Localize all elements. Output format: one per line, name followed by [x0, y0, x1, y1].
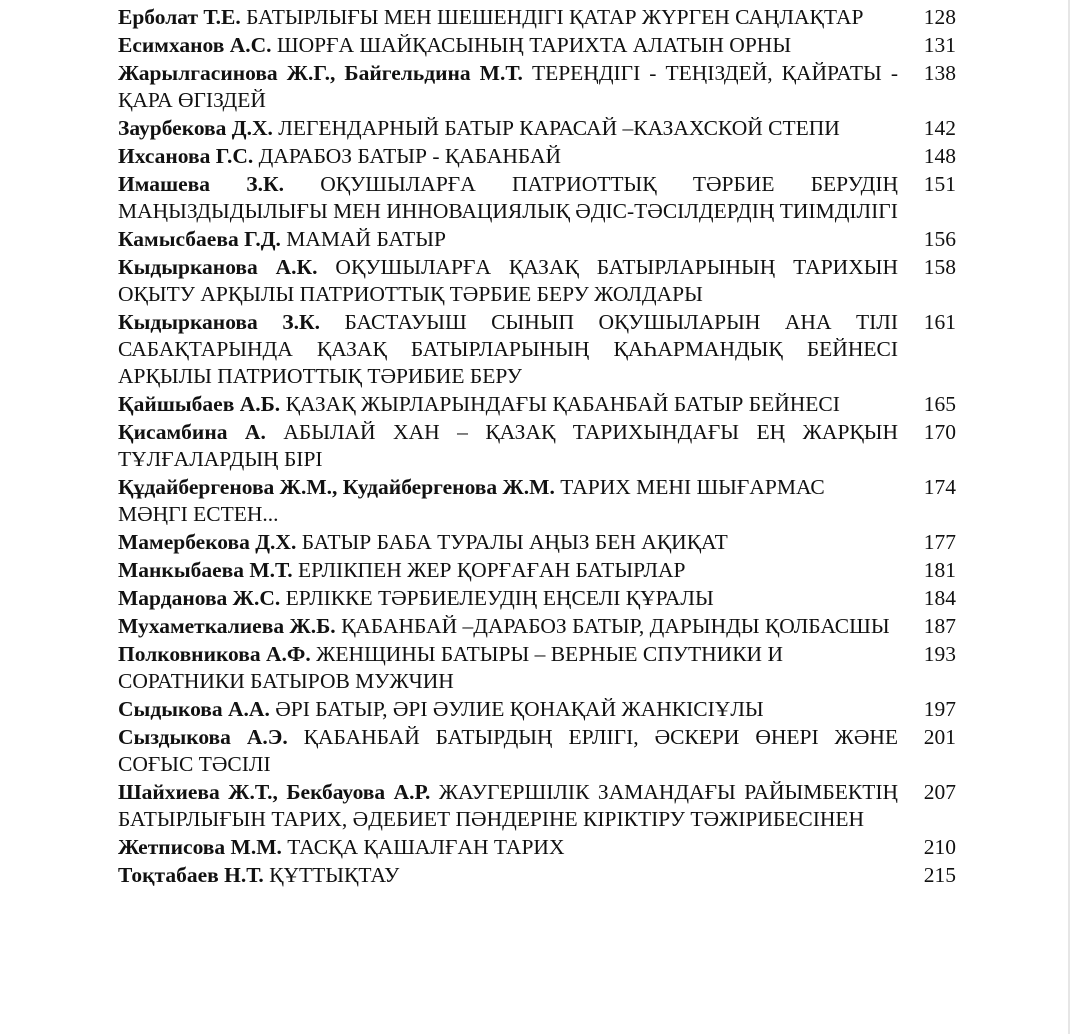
entry-author: Заурбекова Д.Х. — [118, 116, 273, 140]
toc-entry — [118, 309, 960, 390]
toc-entry-text — [118, 696, 898, 723]
toc-entry — [118, 834, 960, 861]
entry-page-number: 165 — [923, 392, 956, 416]
entry-page-number: 181 — [923, 558, 956, 582]
entry-page-number: 187 — [923, 614, 956, 638]
entry-title: МАМАЙ БАТЫР — [286, 227, 446, 251]
entry-author: Имашева З.К. — [118, 172, 284, 196]
entry-title: ШОРҒА ШАЙҚАСЫНЫҢ ТАРИХТА АЛАТЫН ОРНЫ — [276, 33, 792, 57]
entry-page-number: 193 — [923, 642, 956, 666]
toc-entry-text — [118, 613, 898, 640]
toc-entry-text — [118, 115, 898, 142]
toc-entry-text — [118, 309, 898, 390]
entry-author: Тоқтабаев Н.Т. — [118, 863, 264, 887]
toc-entry — [118, 724, 960, 778]
toc-entry — [118, 419, 960, 473]
toc-entry-text — [118, 862, 898, 889]
entry-title: ҚАБАНБАЙ БАТЫРДЫҢ ЕРЛІГІ, ӘСКЕРИ ӨНЕРІ ЖӘНЕ СОҒЫС ТӘСІЛІ — [118, 725, 899, 776]
entry-page-number: 174 — [923, 475, 956, 499]
entry-title: ТЕРЕҢДІГІ - ТЕҢІЗДЕЙ, ҚАЙРАТЫ - ҚАРА ӨГІЗДЕЙ — [118, 61, 898, 112]
entry-title: БАТЫРЛЫҒЫ МЕН ШЕШЕНДІГІ ҚАТАР ЖҮРГЕН САҢЛАҚТАР — [246, 5, 864, 29]
toc-entry-text — [118, 834, 898, 861]
entry-author: Мамербекова Д.Х. — [118, 530, 297, 554]
entry-title: ТАРИХ МЕНІ ШЫҒАРМАС МӘҢГІ ЕСТЕН... — [118, 475, 825, 526]
toc-entry-text — [118, 143, 898, 170]
entry-title: АБЫЛАЙ ХАН – ҚАЗАҚ ТАРИХЫНДАҒЫ ЕҢ ЖАРҚЫН ТҰЛҒАЛАРДЫҢ БІРІ — [118, 420, 899, 471]
entry-title: ӘРІ БАТЫР, ӘРІ ӘУЛИЕ ҚОНАҚАЙ ЖАНКІСІҰЛЫ — [275, 697, 764, 721]
entry-title: ЕРЛІКПЕН ЖЕР ҚОРҒАҒАН БАТЫРЛАР — [298, 558, 686, 582]
entry-author: Ерболат Т.Е. — [118, 5, 241, 29]
entry-page-number: 177 — [923, 530, 956, 554]
entry-author: Кыдырканова А.К. — [118, 255, 318, 279]
entry-author: Сыдыкова А.А. — [118, 697, 270, 721]
entry-page-number: 131 — [923, 33, 956, 57]
toc-entry-text — [118, 32, 898, 59]
entry-page-number: 210 — [923, 835, 956, 859]
entry-title: БАТЫР БАБА ТУРАЛЫ АҢЫЗ БЕН АҚИҚАТ — [301, 530, 728, 554]
entry-author: Қисамбина А. — [118, 420, 266, 444]
entry-page-number: 151 — [923, 172, 956, 196]
toc-entry — [118, 779, 960, 833]
toc-entry — [118, 529, 960, 556]
entry-author: Жетписова М.М. — [118, 835, 282, 859]
page-edge — [1068, 0, 1070, 1034]
toc-entry — [118, 4, 960, 31]
entry-page-number: 197 — [923, 697, 956, 721]
entry-author: Сыздыкова А.Э. — [118, 725, 288, 749]
entry-author: Құдайбергенова Ж.М., Кудайбергенова Ж.М. — [118, 475, 555, 499]
toc-entry-text — [118, 557, 898, 584]
toc-entry-text — [118, 779, 898, 833]
toc-entry — [118, 585, 960, 612]
entry-author: Қайшыбаев А.Б. — [118, 392, 281, 416]
toc-entry-text — [118, 391, 898, 418]
toc-entry-text — [118, 171, 898, 225]
toc-entry — [118, 254, 960, 308]
toc-entry — [118, 474, 960, 528]
entry-title: ЛЕГЕНДАРНЫЙ БАТЫР КАРАСАЙ –КАЗАХСКОЙ СТЕПИ — [278, 116, 840, 140]
entry-author: Жарылгасинова Ж.Г., Байгельдина М.Т. — [118, 61, 523, 85]
toc-entry — [118, 60, 960, 114]
entry-page-number: 158 — [923, 255, 956, 279]
toc-entry-text — [118, 724, 898, 778]
toc-entry — [118, 226, 960, 253]
toc-entry — [118, 696, 960, 723]
toc-entry — [118, 115, 960, 142]
entry-page-number: 128 — [923, 5, 956, 29]
entry-page-number: 215 — [923, 863, 956, 887]
toc-entry — [118, 143, 960, 170]
entry-title: ЕРЛІККЕ ТӘРБИЕЛЕУДІҢ ЕҢСЕЛІ ҚҰРАЛЫ — [285, 586, 714, 610]
entry-title: ОҚУШЫЛАРҒА ПАТРИОТТЫҚ ТӘРБИЕ БЕРУДІҢ МАҢЫЗДЫДЫЛЫҒЫ МЕН ИННОВАЦИЯЛЫҚ ӘДІС-ТӘСІЛДЕРДІҢ ТИІМДІЛІГІ — [118, 172, 899, 223]
toc-entry-text — [118, 585, 898, 612]
toc-entry-text — [118, 60, 898, 114]
entry-title: ҚҰТТЫҚТАУ — [269, 863, 400, 887]
entry-page-number: 184 — [923, 586, 956, 610]
toc-entry-text — [118, 641, 898, 695]
entry-page-number: 207 — [923, 780, 956, 804]
entry-page-number: 161 — [923, 310, 956, 334]
entry-author: Марданова Ж.С. — [118, 586, 281, 610]
toc-entry-text — [118, 419, 898, 473]
toc-entry — [118, 171, 960, 225]
toc-entry — [118, 613, 960, 640]
toc-entry — [118, 641, 960, 695]
table-of-contents — [118, 4, 960, 890]
entry-author: Шайхиева Ж.Т., Бекбауова А.Р. — [118, 780, 431, 804]
entry-page-number: 156 — [923, 227, 956, 251]
entry-page-number: 201 — [923, 725, 956, 749]
toc-entry — [118, 862, 960, 889]
entry-page-number: 148 — [923, 144, 956, 168]
toc-entry-text — [118, 226, 898, 253]
entry-title: ҚАЗАҚ ЖЫРЛАРЫНДАҒЫ ҚАБАНБАЙ БАТЫР БЕЙНЕСІ — [285, 392, 840, 416]
entry-title: ЖАУГЕРШІЛІК ЗАМАНДАҒЫ РАЙЫМБЕКТІҢ БАТЫРЛЫҒЫН ТАРИХ, ӘДЕБИЕТ ПӘНДЕРІНЕ КІРІКТІРУ ТӘЖІРИБЕСІНЕН — [118, 780, 899, 831]
entry-author: Камысбаева Г.Д. — [118, 227, 281, 251]
entry-author: Есимханов А.С. — [118, 33, 272, 57]
toc-entry-text — [118, 529, 898, 556]
entry-author: Мухаметкалиева Ж.Б. — [118, 614, 336, 638]
entry-title: ОҚУШЫЛАРҒА ҚАЗАҚ БАТЫРЛАРЫНЫҢ ТАРИХЫН ОҚЫТУ АРҚЫЛЫ ПАТРИОТТЫҚ ТӘРБИЕ БЕРУ ЖОЛДАРЫ — [118, 255, 899, 306]
entry-title: ТАСҚА ҚАШАЛҒАН ТАРИХ — [287, 835, 565, 859]
toc-entry — [118, 391, 960, 418]
entry-author: Манкыбаева М.Т. — [118, 558, 293, 582]
toc-entry — [118, 557, 960, 584]
entry-title: ЖЕНЩИНЫ БАТЫРЫ – ВЕРНЫЕ СПУТНИКИ И СОРАТНИКИ БАТЫРОВ МУЖЧИН — [118, 642, 783, 693]
entry-title: БАСТАУЫШ СЫНЫП ОҚУШЫЛАРЫН АНА ТІЛІ САБАҚТАРЫНДА ҚАЗАҚ БАТЫРЛАРЫНЫҢ ҚАҺАРМАНДЫҚ БЕЙНЕСІ АРҚЫЛЫ ПАТРИОТТЫҚ ТӘРИБИЕ БЕРУ — [118, 310, 898, 388]
toc-entry — [118, 32, 960, 59]
entry-page-number: 138 — [923, 61, 956, 85]
entry-page-number: 142 — [923, 116, 956, 140]
entry-author: Кыдырканова З.К. — [118, 310, 320, 334]
entry-author: Полковникова А.Ф. — [118, 642, 311, 666]
toc-entry-text — [118, 254, 898, 308]
entry-page-number: 170 — [923, 420, 956, 444]
toc-entry-text — [118, 474, 898, 528]
entry-title: ДАРАБОЗ БАТЫР - ҚАБАНБАЙ — [258, 144, 561, 168]
toc-entry-text — [118, 4, 898, 31]
entry-title: ҚАБАНБАЙ –ДАРАБОЗ БАТЫР, ДАРЫНДЫ ҚОЛБАСШЫ — [341, 614, 890, 638]
entry-author: Ихсанова Г.С. — [118, 144, 254, 168]
